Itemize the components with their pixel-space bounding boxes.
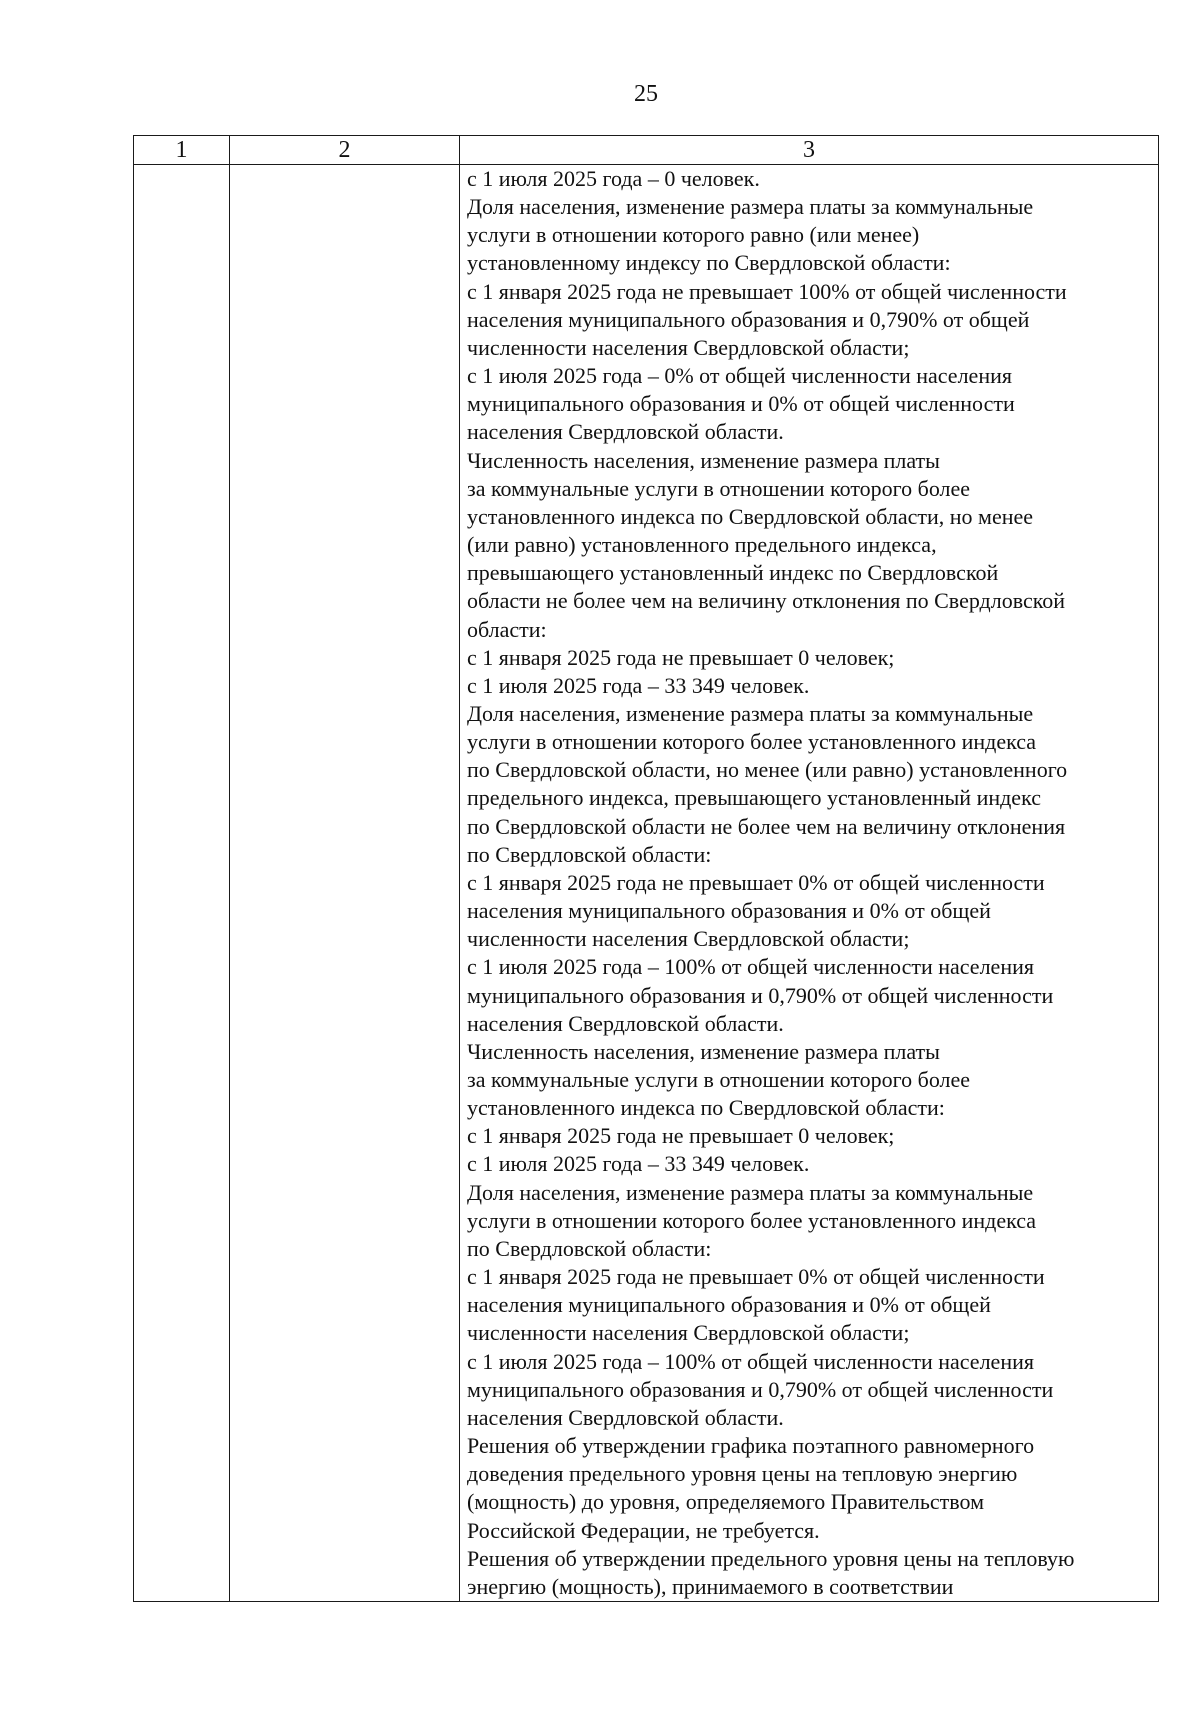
text-line: населения Свердловской области. bbox=[467, 1404, 784, 1430]
text-line: Численность населения, изменение размера платы bbox=[467, 447, 940, 473]
text-line: энергию (мощность), принимаемого в соответствии bbox=[467, 1573, 954, 1599]
text-line: с 1 января 2025 года не превышает 0% от общей численности bbox=[467, 1264, 1045, 1290]
text-line: области не более чем на величину отклонения по Свердловской bbox=[467, 588, 1066, 614]
table-cell-col1 bbox=[134, 165, 230, 1602]
text-line: численности населения Свердловской области; bbox=[467, 334, 910, 360]
column-header-1: 1 bbox=[134, 136, 230, 165]
text-line: населения муниципального образования и 0,790% от общей bbox=[467, 306, 1030, 332]
text-line: области: bbox=[467, 616, 547, 642]
text-line: населения Свердловской области. bbox=[467, 1010, 784, 1036]
text-line: с 1 января 2025 года не превышает 0% от общей численности bbox=[467, 869, 1045, 895]
table-header-row bbox=[134, 136, 1159, 165]
text-line: по Свердловской области, но менее (или равно) установленного bbox=[467, 757, 1068, 783]
table-row bbox=[134, 165, 1159, 1602]
text-line: с 1 января 2025 года не превышает 0 человек; bbox=[467, 644, 895, 670]
text-line: превышающего установленный индекс по Свердловской bbox=[467, 560, 999, 586]
text-line: установленного индекса по Свердловской области: bbox=[467, 1095, 945, 1121]
text-line: с 1 июля 2025 года – 100% от общей численности населения bbox=[467, 1348, 1034, 1374]
text-line: Численность населения, изменение размера платы bbox=[467, 1038, 940, 1064]
text-line: по Свердловской области: bbox=[467, 841, 712, 867]
text-line: с 1 января 2025 года не превышает 100% от общей численности bbox=[467, 278, 1067, 304]
text-line: с 1 июля 2025 года – 100% от общей численности населения bbox=[467, 954, 1034, 980]
text-line: населения муниципального образования и 0% от общей bbox=[467, 1292, 991, 1318]
column-header-3: 3 bbox=[460, 136, 1159, 165]
text-line: населения Свердловской области. bbox=[467, 419, 784, 445]
text-line: Доля населения, изменение размера платы за коммунальные bbox=[467, 1179, 1034, 1205]
text-line: с 1 июля 2025 года – 33 349 человек. bbox=[467, 1151, 810, 1177]
text-line: установленного индекса по Свердловской области, но менее bbox=[467, 503, 1034, 529]
text-line: муниципального образования и 0,790% от общей численности bbox=[467, 982, 1054, 1008]
text-line: услуги в отношении которого равно (или менее) bbox=[467, 222, 920, 248]
text-line: Решения об утверждении предельного уровня цены на тепловую bbox=[467, 1545, 1075, 1571]
table-cell-col3 bbox=[460, 165, 1159, 1602]
text-line: по Свердловской области не более чем на величину отклонения bbox=[467, 813, 1066, 839]
text-line: доведения предельного уровня цены на тепловую энергию bbox=[467, 1461, 1018, 1487]
text-line: услуги в отношении которого более установленного индекса bbox=[467, 1207, 1037, 1233]
text-line: с 1 июля 2025 года – 0% от общей численности населения bbox=[467, 363, 1012, 389]
text-line: Российской Федерации, не требуется. bbox=[467, 1517, 820, 1543]
text-line: за коммунальные услуги в отношении которого более bbox=[467, 475, 971, 501]
text-line: услуги в отношении которого более установленного индекса bbox=[467, 729, 1037, 755]
text-line: Доля населения, изменение размера платы за коммунальные bbox=[467, 194, 1034, 220]
page-number: 25 bbox=[634, 81, 658, 107]
text-line: за коммунальные услуги в отношении которого более bbox=[467, 1067, 971, 1092]
text-line: муниципального образования и 0,790% от общей численности bbox=[467, 1376, 1054, 1402]
text-line: численности населения Свердловской области; bbox=[467, 926, 910, 952]
text-line: установленному индексу по Свердловской области: bbox=[467, 250, 951, 276]
text-line: Решения об утверждении графика поэтапного равномерного bbox=[467, 1433, 1035, 1459]
cell-text-block bbox=[467, 165, 1158, 1601]
text-line: с 1 июля 2025 года – 0 человек. bbox=[467, 166, 760, 191]
content-table bbox=[133, 135, 1159, 1602]
text-line: муниципального образования и 0% от общей численности bbox=[467, 391, 1015, 417]
text-line: с 1 января 2025 года не превышает 0 человек; bbox=[467, 1123, 895, 1149]
text-line: по Свердловской области: bbox=[467, 1235, 712, 1261]
text-line: предельного индекса, превышающего установленный индекс bbox=[467, 785, 1041, 811]
text-line: Доля населения, изменение размера платы за коммунальные bbox=[467, 700, 1034, 726]
text-line: (мощность) до уровня, определяемого Правительством bbox=[467, 1489, 985, 1515]
text-line: населения муниципального образования и 0% от общей bbox=[467, 898, 991, 924]
table-cell-col2 bbox=[230, 165, 460, 1602]
column-header-2: 2 bbox=[230, 136, 460, 165]
text-line: численности населения Свердловской области; bbox=[467, 1320, 910, 1346]
text-line: (или равно) установленного предельного индекса, bbox=[467, 532, 937, 558]
text-line: с 1 июля 2025 года – 33 349 человек. bbox=[467, 672, 810, 698]
